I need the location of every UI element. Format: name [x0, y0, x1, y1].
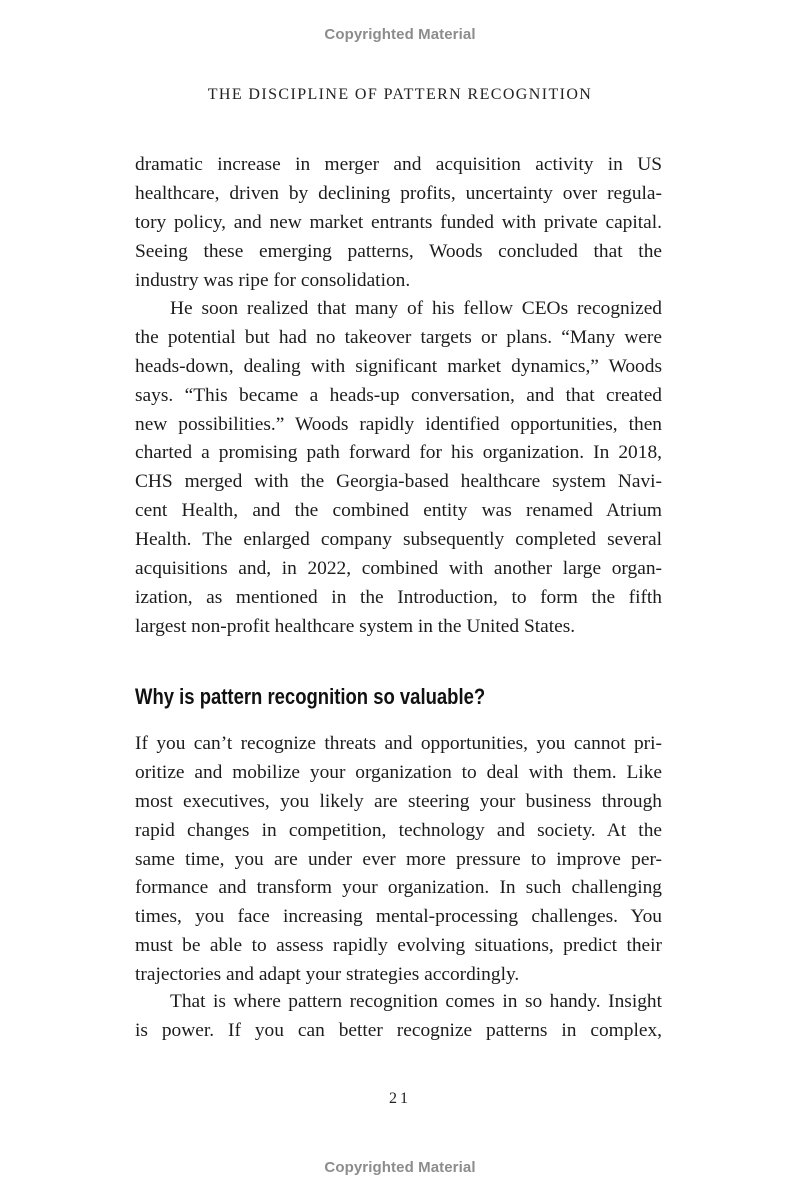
page-number: 21: [389, 1090, 411, 1107]
paragraph-2: [135, 295, 662, 642]
text-line: cent Health, and the combined entity was renamed Atrium: [135, 500, 662, 522]
text-line: is power. If you can better recognize patterns in complex,: [135, 1019, 662, 1041]
copyright-watermark-bottom: Copyrighted Material: [324, 1159, 476, 1176]
text-line: must be able to assess rapidly evolving situations, predict their: [135, 935, 662, 957]
section-heading: Why is pattern recognition so valuable?: [135, 684, 486, 709]
paragraph-1: [135, 151, 662, 295]
text-line: Health. The enlarged company subsequently completed several: [135, 529, 662, 551]
text-line: trajectories and adapt your strategies accordingly.: [135, 964, 520, 986]
text-line: most executives, you likely are steering your business through: [135, 790, 662, 812]
text-line: charted a promising path forward for his organization. In 2018,: [135, 442, 662, 464]
text-line: dramatic increase in merger and acquisition activity in US: [135, 154, 662, 175]
text-line: He soon realized that many of his fellow CEOs recognized: [170, 298, 662, 319]
text-line: acquisitions and, in 2022, combined with another large organ-: [135, 558, 662, 580]
paragraph-4: [135, 988, 662, 1046]
text-line: largest non-profit healthcare system in the United States.: [135, 615, 576, 637]
text-line: formance and transform your organization. In such challenging: [135, 877, 662, 899]
text-line: heads-down, dealing with significant market dynamics,” Woods: [135, 355, 662, 377]
text-line: If you can’t recognize threats and opportunities, you cannot pri-: [135, 733, 662, 754]
paragraph-3: [135, 730, 662, 990]
text-line: Seeing these emerging patterns, Woods concluded that the: [135, 240, 662, 262]
text-line: tory policy, and new market entrants funded with private capital.: [135, 211, 662, 233]
text-line: the potential but had no takeover targets or plans. “Many were: [135, 326, 662, 348]
running-head: THE DISCIPLINE OF PATTERN RECOGNITION: [207, 86, 593, 103]
text-line: oritize and mobilize your organization to deal with them. Like: [135, 761, 662, 783]
text-line: healthcare, driven by declining profits, uncertainty over regula-: [135, 182, 662, 204]
text-line: times, you face increasing mental-processing challenges. You: [135, 906, 662, 928]
text-line: new possibilities.” Woods rapidly identified opportunities, then: [135, 413, 662, 435]
text-line: rapid changes in competition, technology and society. At the: [135, 819, 662, 841]
text-line: same time, you are under ever more pressure to improve per-: [135, 848, 662, 870]
text-line: CHS merged with the Georgia-based healthcare system Navi-: [135, 471, 662, 493]
text-line: That is where pattern recognition comes in so handy. Insight: [170, 991, 662, 1012]
text-line: ization, as mentioned in the Introduction, to form the fifth: [135, 586, 662, 608]
text-line: industry was ripe for consolidation.: [135, 269, 411, 291]
text-line: says. “This became a heads-up conversation, and that created: [135, 384, 662, 406]
copyright-watermark-top: Copyrighted Material: [324, 26, 476, 43]
